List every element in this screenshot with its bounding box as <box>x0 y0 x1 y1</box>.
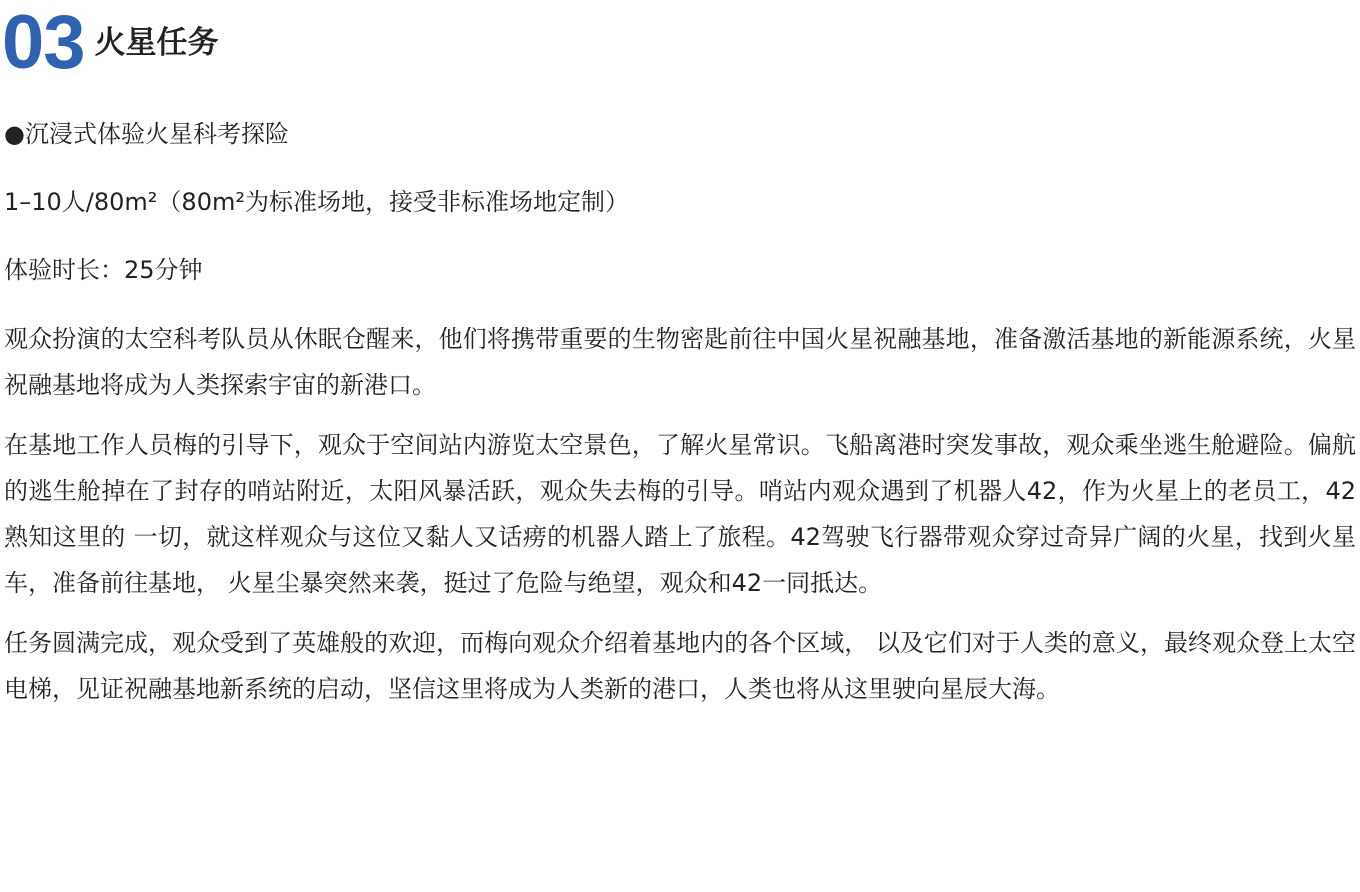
duration-info: 体验时长：25分钟 <box>4 256 203 284</box>
section-heading <box>4 0 1356 86</box>
capacity-info: 1–10人/80m²（80m²为标准场地，接受非标准场地定制） <box>4 188 629 216</box>
feature-bullet: ●沉浸式体验火星科考探险 <box>4 120 289 148</box>
story-paragraph-journey: 在基地工作人员梅的引导下，观众于空间站内游览太空景色，了解火星常识。飞船离港时突发事故，观众乘坐逃生舱避险。偏航的逃生舱掉在了封存的哨站附近，太阳风暴活跃，观众失去梅的引导。哨站内观众遇到了机器人42，作为火星上的老员工，42熟知这里的 一切，就这样观众与这位又黏人又话痨的机器人踏上了旅程。42驾驶飞行器带观众穿过奇异广阔的火星，找到火星车，准备前往基地， 火星尘暴突然来袭，挺过了危险与绝望，观众和42一同抵达。 <box>4 431 1356 597</box>
section-number: 03 <box>2 0 85 85</box>
section-title: 火星任务 <box>94 24 219 61</box>
story-paragraph-ending: 任务圆满完成，观众受到了英雄般的欢迎，而梅向观众介绍着基地内的各个区域， 以及它们对于人类的意义，最终观众登上太空电梯，见证祝融基地新系统的启动，坚信这里将成为人类新的港口，人类也将从这里驶向星辰大海。 <box>4 629 1356 703</box>
story-paragraph-intro: 观众扮演的太空科考队员从休眠仓醒来，他们将携带重要的生物密匙前往中国火星祝融基地，准备激活基地的新能源系统，火星祝融基地将成为人类探索宇宙的新港口。 <box>4 325 1356 399</box>
